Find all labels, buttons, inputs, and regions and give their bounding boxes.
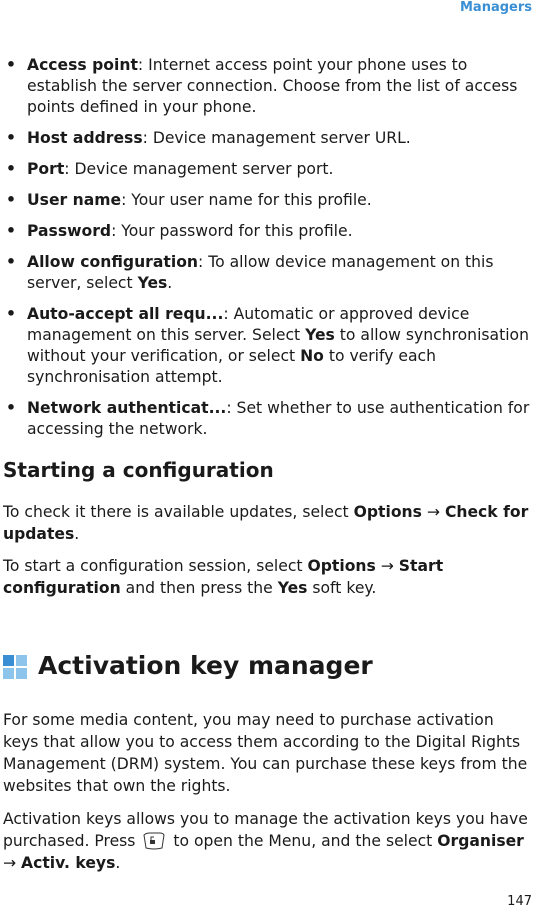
starting-configuration-heading: Starting a configuration xyxy=(3,458,274,482)
item-desc: : Automatic or approved device management on this server. Select xyxy=(27,305,470,344)
arrow-icon: → xyxy=(421,503,445,521)
activation-key-manager-heading: Activation key manager xyxy=(38,651,373,680)
item-term: User name xyxy=(27,191,122,209)
menu-option: Check for updates xyxy=(3,503,529,543)
bullet: • xyxy=(6,253,16,271)
text: soft key. xyxy=(307,579,377,597)
arrow-icon: → xyxy=(3,854,22,872)
item-term: Host address xyxy=(27,129,143,147)
item-term: Allow configuration xyxy=(27,253,199,271)
text: to open the Menu, and the select xyxy=(168,832,438,850)
item-desc: : Your user name for this profile. xyxy=(121,191,372,209)
text: and then press the xyxy=(120,579,278,597)
list-item xyxy=(6,252,530,294)
bullet: • xyxy=(6,191,16,209)
item-desc: : To allow device management on this server, select xyxy=(27,253,494,292)
item-desc: : Device management server URL. xyxy=(142,129,411,147)
bullet: • xyxy=(6,222,16,240)
bullet: • xyxy=(6,129,16,147)
item-term: Port xyxy=(27,160,65,178)
menu-option: Organiser xyxy=(437,832,524,850)
bullet: • xyxy=(6,56,16,74)
list-item xyxy=(6,159,530,180)
item-desc: : Internet access point your phone uses to establish the server connection. Choose from the list of access points defined in your phone. xyxy=(27,56,518,116)
list-item xyxy=(6,128,530,149)
list-item xyxy=(6,190,530,211)
start-configuration-paragraph xyxy=(3,555,532,599)
list-item xyxy=(6,304,530,388)
section-header: Managers xyxy=(459,0,532,15)
text: To check it there is available updates, select xyxy=(3,503,354,521)
item-term: Auto-accept all requ... xyxy=(27,305,224,323)
menu-option: Activ. keys xyxy=(21,854,116,872)
menu-option: Options xyxy=(353,503,422,521)
item-desc: . xyxy=(167,274,173,292)
text: To start a configuration session, select xyxy=(3,557,308,575)
item-option: No xyxy=(300,347,324,365)
arrow-icon: → xyxy=(375,557,399,575)
bullet: • xyxy=(6,160,16,178)
list-item xyxy=(6,221,530,242)
settings-list xyxy=(6,55,530,450)
soft-key-label: Yes xyxy=(277,579,308,597)
item-option: Yes xyxy=(137,274,168,292)
item-term: Password xyxy=(27,222,112,240)
check-updates-paragraph xyxy=(3,501,532,545)
item-desc: : Set whether to use authentication for accessing the network. xyxy=(27,399,530,438)
menu-option: Start configuration xyxy=(3,557,444,597)
item-desc: to allow synchronisation without your verification, or select xyxy=(27,326,529,365)
text: . xyxy=(74,525,80,543)
item-desc: to verify each synchronisation attempt. xyxy=(27,347,437,386)
item-desc: : Device management server port. xyxy=(64,160,334,178)
bullet: • xyxy=(6,305,16,323)
page-number: 147 xyxy=(507,894,532,909)
menu-option: Options xyxy=(307,557,376,575)
text: . xyxy=(115,854,121,872)
list-item xyxy=(6,398,530,440)
activation-usage-paragraph xyxy=(3,808,532,874)
menu-key-icon xyxy=(142,832,166,850)
section-grid-icon xyxy=(3,655,27,679)
item-term: Network authenticat... xyxy=(27,399,227,417)
list-item xyxy=(6,55,530,118)
text: Activation keys allows you to manage the activation keys you have purchased. Press xyxy=(3,810,528,850)
activation-intro-paragraph: For some media content, you may need to purchase activation keys that allow you to access them according to the Digital Rights Management (DRM) system. You can purchase these keys from the websites that own the rights. xyxy=(3,711,528,795)
item-desc: : Your password for this profile. xyxy=(111,222,353,240)
bullet: • xyxy=(6,399,16,417)
item-option: Yes xyxy=(305,326,335,344)
item-term: Access point xyxy=(27,56,138,74)
